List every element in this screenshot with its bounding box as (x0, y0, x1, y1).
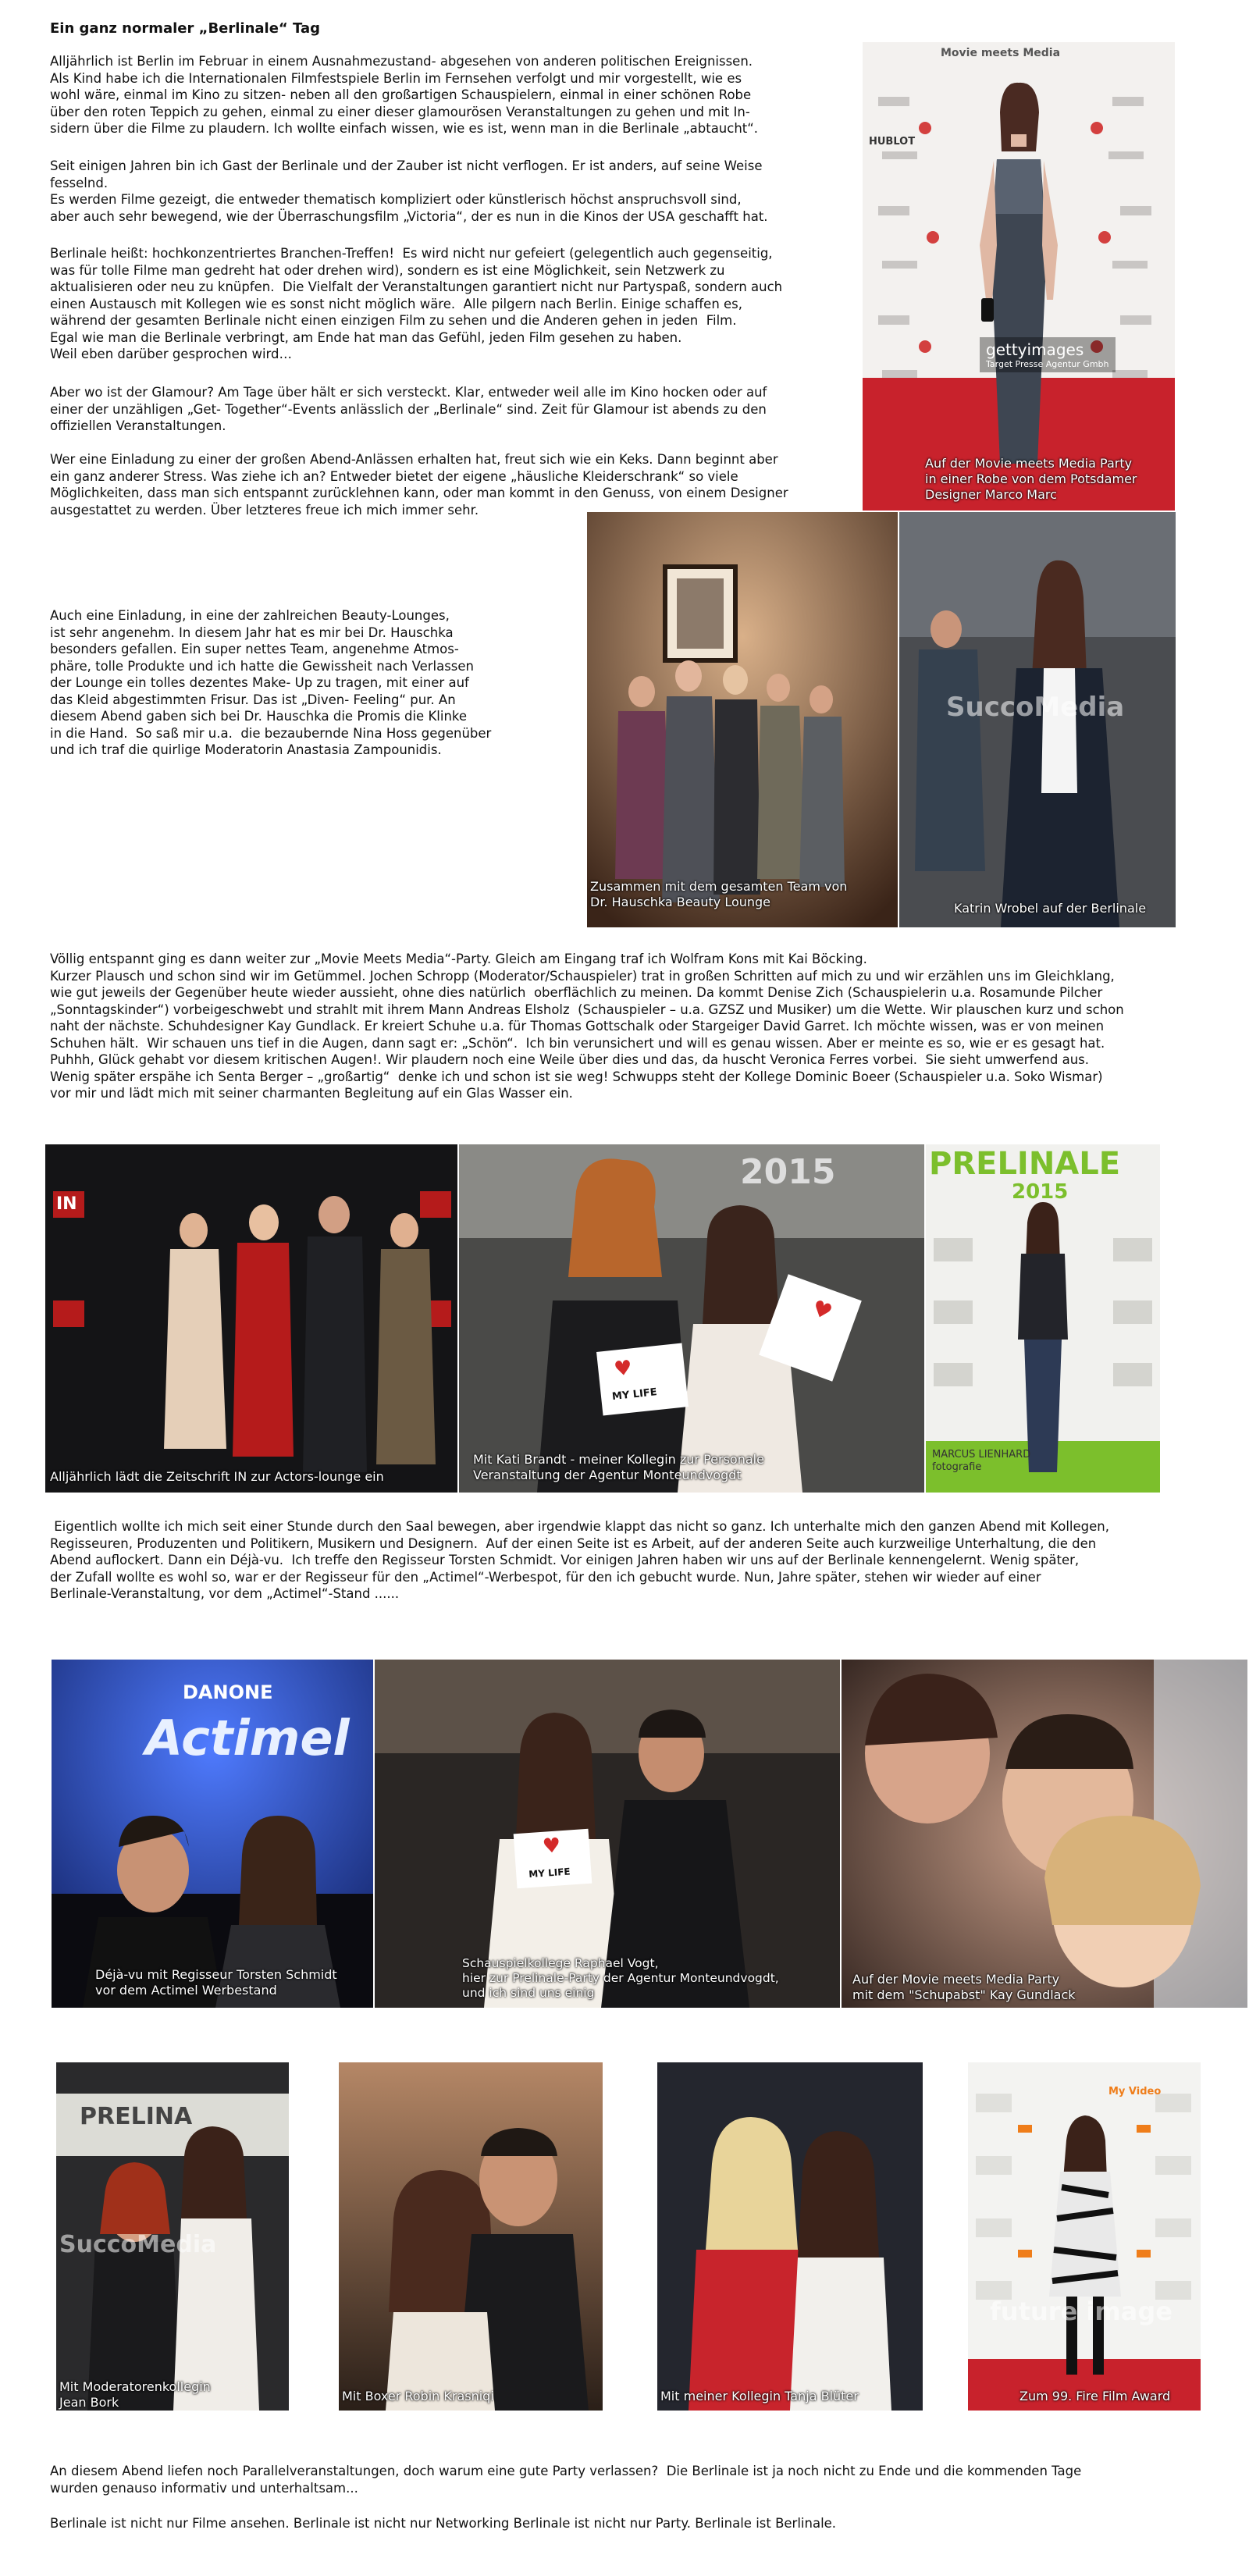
photo-jean-bork (56, 2062, 289, 2411)
photo-caption: Alljährlich lädt die Zeitschrift IN zur Actors-lounge ein (50, 1469, 384, 1484)
getty-sublabel: Target Presse Agentur Gmbh (986, 359, 1109, 369)
photo-katrin-wrobel (899, 512, 1176, 927)
photo-caption: Schauspielkollege Raphael Vogt, hier zur Prelinale-Party der Agentur Monteundvogdt, und ich sind uns einig (462, 1956, 779, 2000)
photo-fire-film-award (968, 2062, 1201, 2411)
paragraph-outro: An diesem Abend liefen noch Parallelveranstaltungen, doch warum eine gute Party verlassen? Die Berlinale ist ja noch nicht zu Ende und die kommenden Tage wurden genauso informativ und unterhaltsam... (50, 2464, 1082, 2496)
photo-in-actors-lounge (45, 1144, 457, 1493)
photo-hauschka-team (587, 512, 898, 927)
photographer-credit: MARCUS LIENHARD fotografie (932, 1449, 1031, 1473)
brand-top-logo: DANONE (183, 1681, 273, 1703)
getty-watermark (980, 337, 1116, 372)
paragraph-deja-vu: Eigentlich wollte ich mich seit einer Stunde durch den Saal bewegen, aber irgendwie klappt das nicht so ganz. Ich unterhalte mich den ganzen Abend mit Kollegen, Regisseuren, Produzenten und Politikern, Musikern und Designern. Auf der einen Seite ist es Arbeit, auf der anderen Seite auch kurzweilige Unterhaltung, die den Abend auflockert. Dann ein Déjà-vu. Ich treffe den Regisseur Torsten Schmidt. Vor einigen Jahren haben wir uns auf der Berlinale kennengelernt. Wenig später, der Zufall wollte es wohl so, war er der Regisseur für den „Actimel“-Werbespot, für den ich gebucht wurde. Nun, Jahre später, stehen wir wieder auf einer Berlinale-Veranstaltung, vor dem „Actimel“-Stand ...... (50, 1519, 1109, 1601)
card-label: MY LIFE (528, 1866, 571, 1880)
photo-image (339, 2062, 603, 2411)
getty-label: gettyimages (986, 340, 1084, 359)
photo-movie-meets-media-robe (863, 42, 1175, 511)
heart-icon: ♥ (808, 1294, 836, 1326)
photo-caption: Auf der Movie meets Media Party mit dem "Schupabst" Kay Gundlack (852, 1972, 1076, 2002)
photo-image (968, 2062, 1201, 2411)
photo-raphael-vogt (375, 1660, 840, 2008)
photo-image (863, 42, 1175, 511)
wall-logo-text: IN (56, 1194, 77, 1214)
photo-robin-krasniqi (339, 2062, 603, 2411)
photo-caption: Katrin Wrobel auf der Berlinale (954, 901, 1147, 916)
prelinale-banner: PRELINA (80, 2103, 193, 2130)
photo-caption: Auf der Movie meets Media Party in einer Robe von dem Potsdamer Designer Marco Marc (925, 456, 1137, 502)
photo-image (842, 1660, 1247, 2008)
paragraph-enchantment: Seit einigen Jahren bin ich Gast der Berlinale und der Zauber ist nicht verflogen. Er ist anders, auf seine Weise fesselnd. Es werden Filme gezeigt, die entweder thematisch kompliziert oder künstlerisch höchst anspruchsvoll sind, aber auch sehr bewegend, wie der Überraschungsfilm „Victoria“, der es nun in die Kinos der USA geschafft hat. (50, 158, 768, 224)
article-title: Ein ganz normaler „Berlinale“ Tag (50, 20, 321, 37)
photo-caption: Zum 99. Fire Film Award (1019, 2389, 1171, 2403)
succomedia-watermark: SuccoMedia (946, 692, 1125, 723)
photo-image (657, 2062, 923, 2411)
paragraph-closing: Berlinale ist nicht nur Filme ansehen. Berlinale ist nicht nur Networking Berlinale ist nicht nur Party. Berlinale ist Berlinale. (50, 2516, 837, 2531)
photo-prelinale-2015 (926, 1144, 1160, 1493)
photo-caption: Mit Moderatorenkollegin Jean Bork (59, 2379, 211, 2410)
card-label: MY LIFE (611, 1386, 658, 1404)
paragraph-beauty-lounge: Auch eine Einladung, in eine der zahlreichen Beauty-Lounges, ist sehr angenehm. In diesem Jahr hat es mir bei Dr. Hauschka besonders gefallen. Ein super nettes Team, angenehme Atmos- phäre, tolle Produkte und ich hatte die Gewissheit nach Verlassen der Lounge ein tolles dezentes Make- Up zu tragen, mit einer auf das Kleid abgestimmten Frisur. Das ist „Diven- Feeling“ pur. An diesem Abend gaben sich bei Dr. Hauschka die Promis die Klinke in die Hand. So saß mir u.a. die bezaubernde Nina Hoss gegenüber und ich traf die quirlige Moderatorin Anastasia Zampounidis. (50, 608, 492, 757)
paragraph-industry-meeting: Berlinale heißt: hochkonzentriertes Branchen-Treffen! Es wird nicht nur gefeiert (gelegentlich auch gegenseitig, was für tolle Filme man gedreht hat oder drehen wird), sondern es ist eine Möglichkeit, sein Netzwerk zu aktualisieren oder neu zu knüpfen. Die Vielfalt der Veranstaltungen garantiert nicht nur Partyspaß, sondern auch einen Austausch mit Kollegen wie es sonst nicht möglich wäre. Alle pilgern nach Berlin. Einige schaffen es, während der gesamten Berlinale nicht einen einzigen Film zu sehen und die Anderen gehen in jeden Film. Egal wie man die Berlinale verbringt, am Ende hat man das Gefühl, jeden Film gesehen zu haben. Weil eben darüber gesprochen wird… (50, 246, 783, 361)
photo-caption: Mit Boxer Robin Krasniqi (342, 2389, 494, 2403)
photo-image (587, 512, 898, 927)
heart-icon: ♥ (541, 1834, 562, 1859)
wall-brand-hublot: HUBLOT (869, 136, 916, 148)
my-life-card (514, 1829, 592, 1889)
my-life-card (596, 1343, 689, 1415)
photo-actimel-stand (52, 1660, 373, 2008)
sponsor-wall-text: My Video (1108, 2086, 1162, 2097)
heart-icon: ♥ (612, 1356, 634, 1382)
photo-image (45, 1144, 457, 1493)
paragraph-movie-meets-media: Völlig entspannt ging es dann weiter zur „Movie Meets Media“-Party. Gleich am Eingang traf ich Wolfram Kons mit Kai Böcking. Kurzer Plausch und schon sind wir im Getümmel. Jochen Schropp (Moderator/Schauspieler) trat in großen Schritten auf mich zu und wir erzählen uns im Gleichklang, wie gut jeweils der Gegenüber heute wieder aussieht, ohne dies natürlich oberflächlich zu meinen. Da kommt Denise Zich (Schauspielerin u.a. Rosamunde Pilcher „Sonntagskinder“) vorbeigeschwebt und strahlt mit ihrem Mann Andreas Elsholz (Schauspieler – u.a. GZSZ und Musiker) um die Wette. Wir plauschen kurz und schon naht der nächste. Schuhdesigner Kay Gundlack. Er kreiert Schuhe u.a. für Thomas Gottschalk oder Stargeiger David Garret. Ich möchte wissen, was er von meinen Schuhen hält. Wir schauen uns tief in die Augen, dann sagt er: „Schön“. Ich bin verunsichert und will es genau wissen. Aber er meinte es so, wie er es gesagt hat. Puhhh, Glück gehabt vor diesem kritischen Augen!. Wir plaudern noch eine Weile über dies und das, da huscht Veronica Ferres vorbei. Sie sieht umwerfend aus. Wenig später erspähe ich Senta Berger – „großartig“ denke ich und schon ist sie weg! Schwupps steht der Kollege Dominic Boeer (Schauspieler u.a. Soko Wismar) vor mir und lädt mich mit seiner charmanten Begleitung auf ein Glas Wasser ein. (50, 952, 1124, 1101)
background-year: 2015 (740, 1152, 836, 1192)
photo-caption: Déjà-vu mit Regisseur Torsten Schmidt vor dem Actimel Werbestand (95, 1967, 337, 1998)
photo-caption: Mit meiner Kollegin Tanja Blüter (660, 2389, 859, 2403)
paragraph-invitation: Wer eine Einladung zu einer der großen Abend-Anlässen erhalten hat, freut sich wie ein Keks. Dann beginnt aber ein ganz anderer Stress. Was ziehe ich an? Entweder bietet der eigene „häusliche Kleiderschrank“ so viele Möglichkeiten, dass man sich entspannt zurücklehnen kann, oder man kommt in den Genuss, von einem Designer ausgestattet zu werden. Über letzteres freue ich mich immer sehr. (50, 452, 788, 518)
actimel-logo: Actimel (145, 1710, 350, 1767)
wall-logo-text: Movie meets Media (941, 47, 1061, 59)
photo-kay-gundlack (842, 1660, 1247, 2008)
paragraph-glamour: Aber wo ist der Glamour? Am Tage über hält er sich versteckt. Klar, entweder weil alle im Kino hocken oder auf einer der unzähligen „Get- Together“-Events anlässlich der „Berlinale“ sind. Zeit für Glamour ist abends zu den offiziellen Veranstaltungen. (50, 385, 767, 433)
photo-caption: Zusammen mit dem gesamten Team von Dr. Hauschka Beauty Lounge (590, 879, 848, 909)
intro-paragraph: Alljährlich ist Berlin im Februar in einem Ausnahmezustand- abgesehen von anderen politischen Ereignissen. Als Kind habe ich die Internationalen Filmfestspiele Berlin im Fernsehen verfolgt und mir vorgestellt, wie es wohl wäre, einmal im Kino zu sitzen- neben all den großartigen Schauspielern, einmal in einer schönen Robe über den roten Teppich zu gehen, einmal zu einer dieser glamourösen Veranstaltungen zu gehen und mit In- sidern über die Filme zu plaudern. Ich wollte einfach wissen, wie es ist, wenn man in die Berlinale „abtaucht“. (50, 54, 759, 136)
prelinale-headline: PRELINALE (929, 1146, 1121, 1182)
prelinale-year: 2015 (1012, 1180, 1069, 1204)
future-image-watermark: future image (990, 2297, 1172, 2326)
photo-tanja-bluter (657, 2062, 923, 2411)
photo-kati-brandt (459, 1144, 924, 1493)
photo-caption: Mit Kati Brandt - meiner Kollegin zur Personale Veranstaltung der Agentur Monteundvogdt (473, 1452, 764, 1482)
succomedia-watermark: SuccoMedia (59, 2231, 217, 2258)
